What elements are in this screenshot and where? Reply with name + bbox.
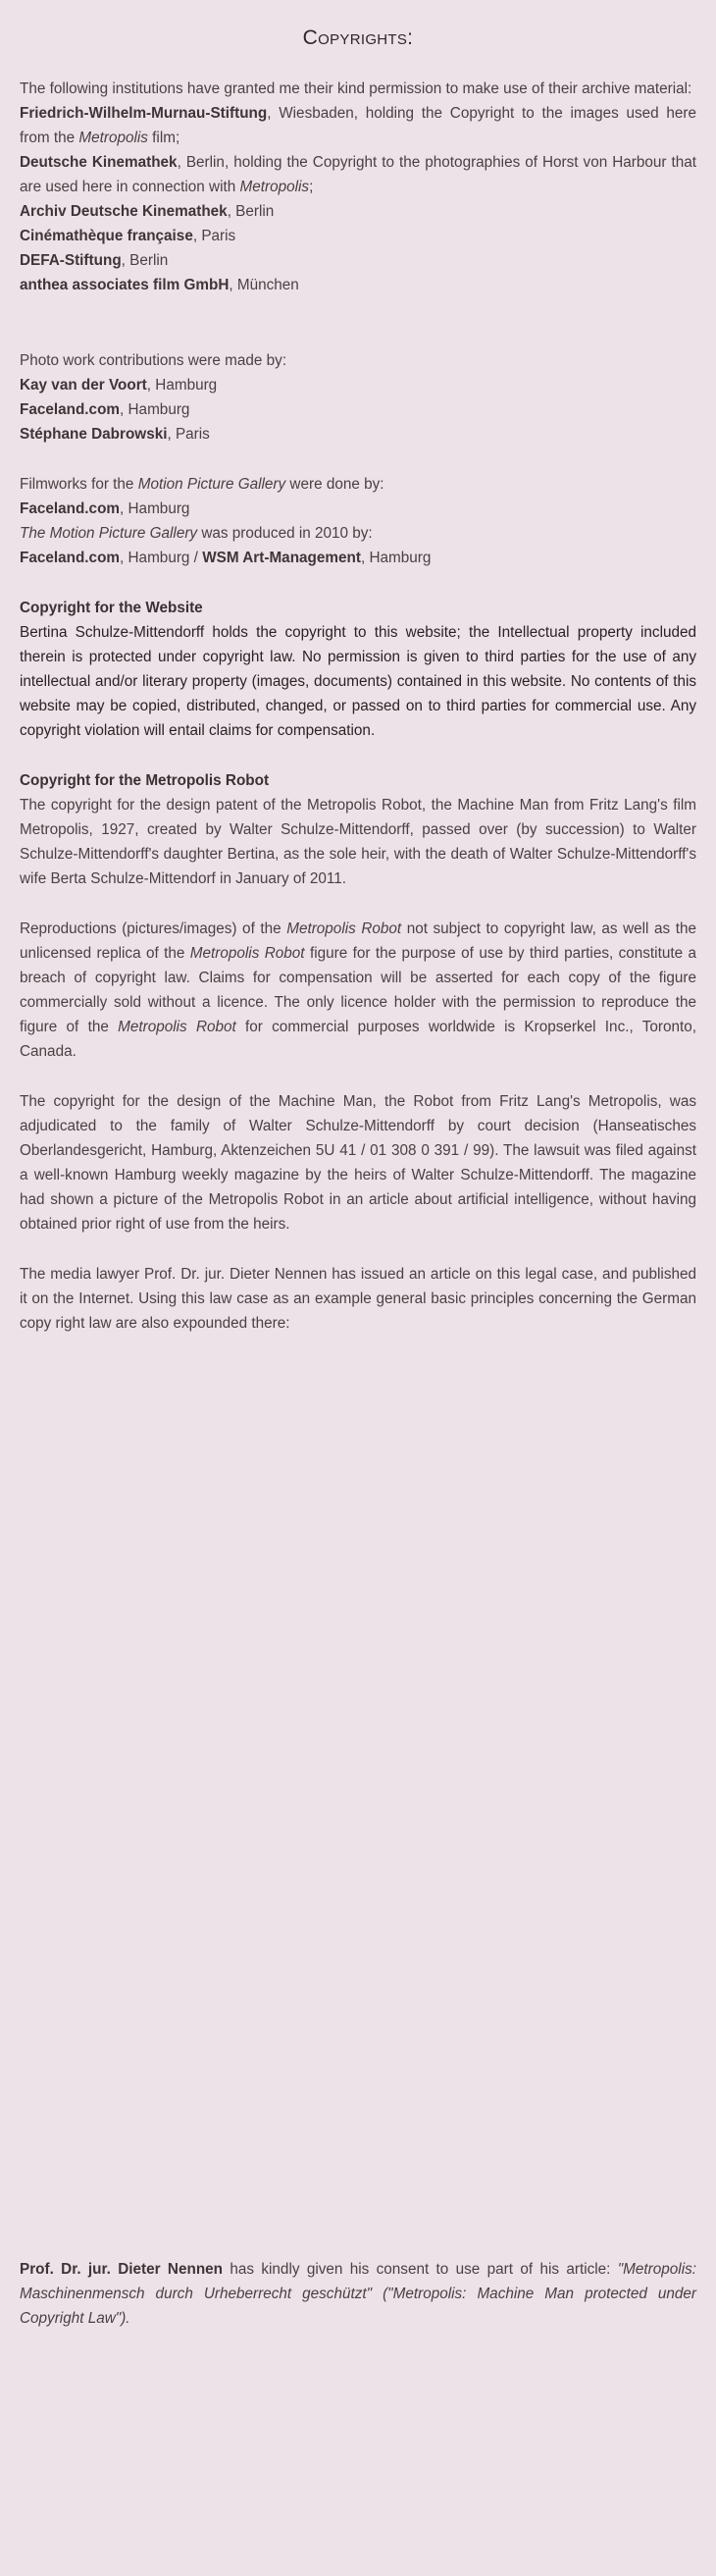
- institution-name: Cinémathèque française: [20, 228, 193, 244]
- photo-intro: Photo work contributions were made by:: [20, 352, 287, 369]
- institutions-section: [20, 77, 696, 297]
- contributor-place: , Hamburg: [120, 500, 190, 517]
- contributor-place: , Hamburg: [120, 401, 190, 418]
- photo-section: [20, 348, 696, 447]
- institution-text: ;: [309, 179, 314, 195]
- contributor-name: WSM Art-Management: [202, 550, 361, 566]
- film-title: Metropolis: [78, 130, 148, 146]
- produced-line: [20, 521, 696, 546]
- institution-place: , Berlin: [227, 203, 275, 220]
- institution-name: Archiv Deutsche Kinemathek: [20, 203, 228, 220]
- filmworks-text: was produced in 2010 by:: [197, 525, 373, 542]
- robot-paragraph-4-wrap: [20, 1262, 696, 1336]
- contributor-name: Faceland.com: [20, 550, 121, 566]
- website-body: Bertina Schulze-Mittendorff holds the copyright to this website; the Intellectual property included therein is protected under copyright law. No permission is given to third parties for the use of any intellectual and/or literary property (images, documents) contained in this website. No contents of this website may be copied, distributed, changed, or passed on to third parties for commercial use. Any copyright violation will entail claims for compensation.: [20, 624, 696, 739]
- paragraph-text: has kindly given his consent to use part of his article:: [223, 2261, 618, 2278]
- list-item: [20, 373, 696, 397]
- list-item: [20, 497, 696, 521]
- institution-place: , Berlin: [121, 252, 169, 269]
- institution-place: , Paris: [192, 228, 236, 244]
- paragraph-text: for commercial purposes worldwide is Kropserkel Inc., Toronto, Canada.: [20, 1019, 696, 1060]
- paragraph-text: not subject to copyright law, as well as the unlicensed replica of the: [20, 920, 696, 962]
- gallery-title: Motion Picture Gallery: [137, 476, 286, 493]
- robot-paragraph-4: The media lawyer Prof. Dr. jur. Dieter Nennen has issued an article on this legal case, and published it on the Internet. Using this law case as an example general basic principles concerning the German copy right law are also expounded there:: [20, 1266, 696, 1332]
- article-title: "Metropolis: Maschinenmensch durch Urheberrecht geschützt" ("Metropolis: Machine Man protected under Copyright Law").: [20, 2261, 696, 2327]
- robot-name: Metropolis Robot: [189, 945, 305, 962]
- robot-paragraph-2: [20, 917, 696, 1064]
- list-item: [20, 248, 696, 273]
- robot-paragraph-3-wrap: [20, 1089, 696, 1236]
- contributor-name: Faceland.com: [20, 500, 121, 517]
- institution-text: , Berlin, holding the Copyright to the photographies of Horst von Harbour that are used here in connection with: [20, 154, 696, 195]
- contributor-name: Kay van der Voort: [20, 377, 147, 394]
- contributor-place: , Hamburg /: [120, 550, 203, 566]
- film-title: Metropolis: [239, 179, 310, 195]
- institution-murnau: [20, 101, 696, 150]
- website-section: [20, 596, 696, 743]
- list-item: [20, 422, 696, 447]
- author-name: Prof. Dr. jur. Dieter Nennen: [20, 2261, 224, 2278]
- page-title: Copyrights:: [302, 26, 414, 49]
- list-item: [20, 546, 696, 570]
- institution-text: , Wiesbaden, holding the Copyright to the images used here from the: [20, 105, 696, 146]
- robot-heading: Copyright for the Metropolis Robot: [20, 772, 270, 789]
- institutions-intro: The following institutions have granted me their kind permission to make use of their archive material:: [20, 80, 692, 97]
- robot-paragraph-3: The copyright for the design of the Machine Man, the Robot from Fritz Lang's Metropolis, was adjudicated to the family of Walter Schulze-Mittendorff by court decision (Hanseatisches Oberlandesgericht, Hamburg, Aktenzeichen 5U 41 / 01 308 0 391 / 99). The lawsuit was filed against a well-known Hamburg weekly magazine by the heirs of Walter Schulze-Mittendorff. The magazine had shown a picture of the Metropolis Robot in an article about artificial intelligence, without having obtained prior right of use from the heirs.: [20, 1093, 696, 1233]
- institution-name: DEFA-Stiftung: [20, 252, 122, 269]
- contributor-place: , Hamburg: [146, 377, 218, 394]
- institution-name: Deutsche Kinemathek: [20, 154, 178, 171]
- institution-place: , München: [229, 277, 299, 293]
- contributor-name: Faceland.com: [20, 401, 121, 418]
- institution-text: film;: [147, 130, 180, 146]
- institution-kinemathek: [20, 150, 696, 199]
- list-item: [20, 199, 696, 224]
- institution-name: anthea associates film GmbH: [20, 277, 230, 293]
- paragraph-text: figure for the purpose of use by third parties, constitute a breach of copyright law. Claims for compensation will be asserted for each copy of the figure commercially sold without a licence. The only licence holder with the permission to reproduce the figure of the: [20, 945, 696, 1035]
- list-item: [20, 224, 696, 248]
- contributor-name: Stéphane Dabrowski: [20, 426, 168, 443]
- robot-paragraph-1: The copyright for the design patent of the Metropolis Robot, the Machine Man from Fritz Lang's film Metropolis, 1927, created by Walter Schulze-Mittendorff, passed over (by succession) to Walter Schulze-Mittendorff's daughter Bertina, as the sole heir, with the death of Walter Schulze-Mittendorff's wife Berta Schulze-Mittendorf in January of 2011.: [20, 797, 696, 887]
- gallery-title: The Motion Picture Gallery: [20, 525, 198, 542]
- paragraph-text: Reproductions (pictures/images) of the: [20, 920, 287, 937]
- filmworks-section: [20, 472, 696, 570]
- institution-name: Friedrich-Wilhelm-Murnau-Stiftung: [20, 105, 268, 122]
- robot-section: [20, 768, 696, 891]
- nennen-section: [20, 2257, 696, 2331]
- list-item: [20, 397, 696, 422]
- website-heading: Copyright for the Website: [20, 600, 203, 616]
- list-item: [20, 273, 696, 297]
- filmworks-text: Filmworks for the: [20, 476, 138, 493]
- filmworks-text: were done by:: [285, 476, 384, 493]
- filmworks-intro: [20, 472, 696, 497]
- robot-name: Metropolis Robot: [286, 920, 402, 937]
- robot-name: Metropolis Robot: [118, 1019, 236, 1035]
- contributor-place: , Paris: [167, 426, 210, 443]
- contributor-place: , Hamburg: [360, 550, 432, 566]
